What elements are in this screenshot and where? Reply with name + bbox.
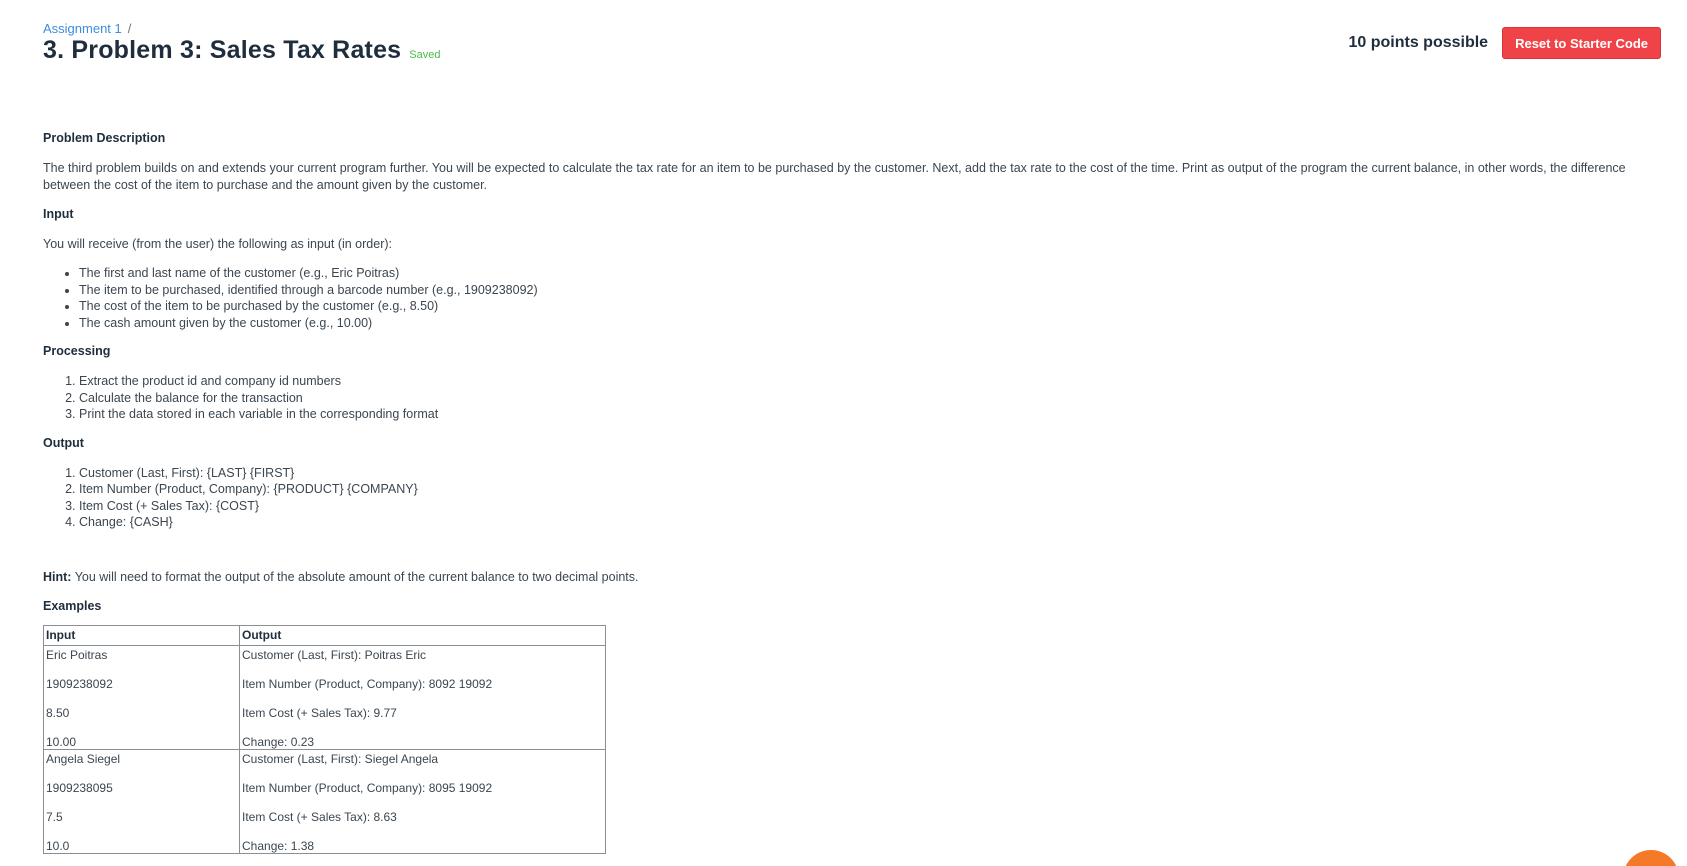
- points-possible: 10 points possible: [1348, 34, 1489, 51]
- cell-line: Item Cost (+ Sales Tax): 9.77: [242, 705, 397, 720]
- cell-line: Change: 1.38: [242, 838, 315, 853]
- cell-line: Item Cost (+ Sales Tax): 8.63: [242, 809, 397, 824]
- cell-line: 1909238092: [46, 676, 113, 691]
- cell-line: 8.50: [46, 705, 70, 720]
- hint-body: You will need to format the output of the absolute amount of the current balance to two decimal points.: [71, 569, 639, 584]
- processing-heading: Processing: [43, 344, 111, 358]
- problem-content: [43, 130, 1643, 854]
- saved-status: Saved: [409, 49, 441, 61]
- table-row: [44, 749, 606, 853]
- list-item: 3. Item Cost (+ Sales Tax): {COST}: [79, 498, 1643, 515]
- reset-to-starter-code-button[interactable]: Reset to Starter Code: [1502, 27, 1661, 59]
- page-title: 3. Problem 3: Sales Tax Rates: [43, 36, 402, 64]
- output-heading: Output: [43, 435, 84, 450]
- cell-line: 10.0: [46, 838, 70, 853]
- list-item: 4. Change: {CASH}: [79, 514, 1643, 531]
- list-item: • The cash amount given by the customer (e.g., 10.00): [79, 315, 1643, 332]
- list-item: 1. Extract the product id and company id numbers: [79, 373, 1643, 390]
- list-item: 2. Item Number (Product, Company): {PRODUCT} {COMPANY}: [79, 481, 1643, 498]
- cell-line: Eric Poitras: [46, 647, 108, 662]
- examples-table: [43, 625, 606, 854]
- description-text: The third problem builds on and extends your current program further. You will be expected to calculate the tax rate for an item to be purchased by the customer. Next, add the tax rate to the cost of the time. Print as output of the program the current balance, in other words, the difference between the cost of the item to purchase and the amount given by the customer.: [43, 161, 1626, 192]
- example-input-cell: [44, 645, 240, 749]
- breadcrumb-separator: /: [127, 21, 132, 36]
- example-output-cell: [240, 749, 606, 853]
- hint-text: [43, 569, 1643, 586]
- breadcrumb-assignment-link[interactable]: Assignment 1: [43, 21, 122, 36]
- cell-line: Item Number (Product, Company): 8092 19092: [242, 676, 493, 691]
- cell-line: Customer (Last, First): Poitras Eric: [242, 647, 427, 662]
- list-item: 3. Print the data stored in each variable in the corresponding format: [79, 406, 1643, 423]
- cell-line: Customer (Last, First): Siegel Angela: [242, 751, 439, 766]
- table-row: [44, 645, 606, 749]
- cell-line: 7.5: [46, 809, 63, 824]
- column-header-input: Input: [44, 625, 240, 645]
- title-row: [43, 36, 440, 65]
- processing-list: [43, 373, 1643, 423]
- examples-heading: Examples: [43, 598, 102, 613]
- input-heading: Input: [43, 207, 74, 221]
- page-header: [43, 20, 1661, 70]
- output-list: [43, 465, 1643, 531]
- cell-line: 10.00: [46, 734, 77, 749]
- cell-line: Change: 0.23: [242, 734, 315, 749]
- hint-label: Hint:: [43, 569, 72, 584]
- list-item: • The cost of the item to be purchased by the customer (e.g., 8.50): [79, 298, 1643, 315]
- cell-line: Angela Siegel: [46, 751, 121, 766]
- cell-line: Item Number (Product, Company): 8095 19092: [242, 780, 493, 795]
- column-header-output: Output: [240, 625, 606, 645]
- input-intro: You will receive (from the user) the following as input (in order):: [43, 237, 392, 251]
- cell-line: 1909238095: [46, 780, 113, 795]
- list-item: 2. Calculate the balance for the transaction: [79, 390, 1643, 407]
- header-actions: [1348, 27, 1661, 59]
- list-item: 1. Customer (Last, First): {LAST} {FIRST}: [79, 465, 1643, 482]
- example-output-cell: [240, 645, 606, 749]
- table-header-row: [44, 625, 606, 645]
- input-list: [43, 265, 1643, 331]
- list-item: • The first and last name of the customer (e.g., Eric Poitras): [79, 265, 1643, 282]
- example-input-cell: [44, 749, 240, 853]
- list-item: • The item to be purchased, identified through a barcode number (e.g., 1909238092): [79, 282, 1643, 299]
- description-heading: Problem Description: [43, 131, 166, 145]
